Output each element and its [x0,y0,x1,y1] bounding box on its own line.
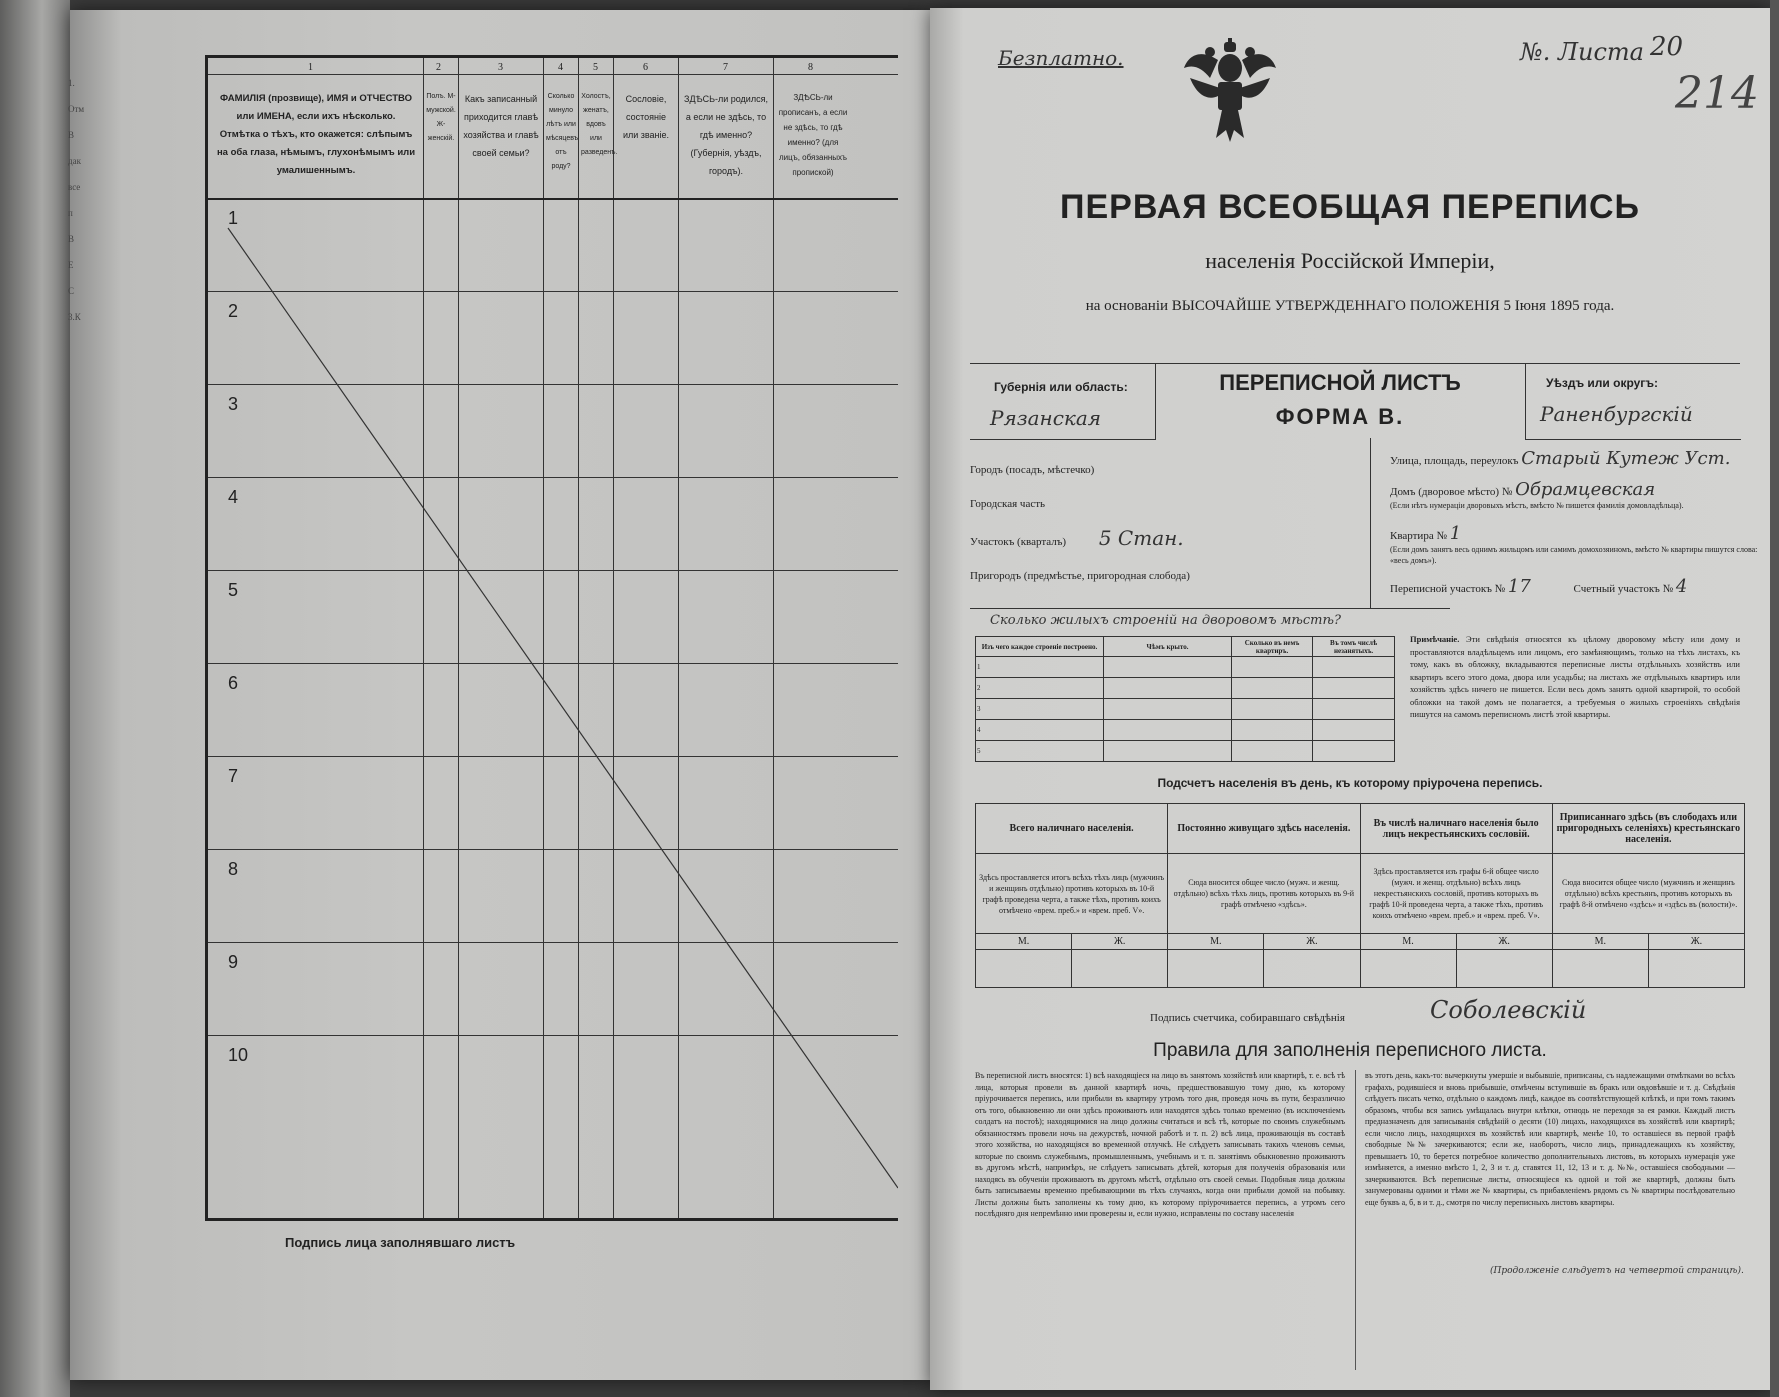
section-value: 5 Стан. [1098,526,1184,550]
column-number: 1 [308,62,313,73]
female-label: Ж. [1264,934,1360,950]
population-title: Подсчетъ населенія въ день, къ которому пріурочена перепись. [1157,776,1543,790]
apartment-label: Квартира № [1390,530,1447,542]
filler-signature-label: Подпись лица заполнявшаго листъ [285,1235,516,1250]
female-label: Ж. [1072,934,1168,950]
note-label: Примѣчаніе. [1410,634,1460,644]
population-note-non-peasant: Здѣсь проставляется изъ графы 6-й общее число (мужч. и женщ. отдѣльно) всѣхъ лицъ некрестьянскихъ сословій, противъ которыхъ въ графѣ 10-й проведена черта, а также тѣхъ, противъ коихъ отмѣчено «врем. преб.» и «врем. преб. V». [1360,854,1552,934]
buildings-row-number: 3 [976,699,1104,720]
buildings-question: Сколько жилыхъ строеній на дворовомъ мѣстѣ? [990,613,1341,628]
double-headed-eagle-icon [1180,38,1280,148]
counting-district-label: Счетный участокъ № [1573,583,1674,595]
row-number: 1 [228,208,239,228]
row-number: 9 [228,952,239,972]
male-label: М. [976,934,1072,950]
page-stack-edge [0,0,70,1397]
counting-district-value: 4 [1675,576,1688,597]
buildings-row-number: 5 [976,741,1104,762]
column-header-marital: Холостъ, женатъ, вдовъ или разведенъ. [581,93,618,156]
female-label: Ж. [1648,934,1744,950]
legal-basis: на основаніи ВЫСОЧАЙШЕ УТВЕРЖДЕННАГО ПОЛОЖЕНІЯ 5 Іюня 1895 года. [1085,298,1615,314]
city-part-label: Городская часть [970,498,1046,510]
buildings-header-apartments: Сколько въ немъ квартиръ. [1232,637,1313,657]
buildings-row-number: 1 [976,657,1104,678]
male-label: М. [1168,934,1264,950]
house-value: Обрамцевская [1515,479,1656,500]
row-number: 8 [228,859,239,879]
row-number: 7 [228,766,239,786]
district-label: Уѣздъ или округъ: [1546,376,1659,390]
population-header-peasant: Приписаннаго здѣсь (въ слободахъ или пригородныхъ селеніяхъ) крестьянскаго населенія. [1552,804,1744,854]
row-number: 2 [228,301,239,321]
buildings-row-number: 2 [976,678,1104,699]
page-title: ПЕРВАЯ ВСЕОБЩАЯ ПЕРЕПИСЬ [1060,188,1640,226]
population-table [975,803,1745,988]
buildings-header-roof: Чѣмъ крыто. [1104,637,1232,657]
column-header-sex: Полъ. М-мужской. Ж-женскій. [426,93,456,142]
street-label: Улица, площадь, переулокъ [1390,455,1519,467]
apartment-note: (Если домъ занятъ весь однимъ жильцомъ или самимъ домохозяиномъ, вмѣсто № квартиры пишутся слова: «весь домъ»). [1390,545,1758,565]
column-number: 2 [436,62,441,73]
population-header-permanent: Постоянно живущаго здѣсь населенія. [1168,804,1360,854]
district-value: Раненбургскій [1540,402,1693,426]
address-left [970,453,1350,593]
row-number: 10 [228,1045,249,1065]
rules-right-column: въ этотъ день, какъ-то: вычеркнуты умершіе и выбывшіе, приписаны, съ надлежащими отмѣтками во всѣхъ графахъ, родившіеся и вновь прибывшіе, отмѣчены вступившіе въ бракъ или овдовѣвшіе и т. д. Свѣдѣнія слѣдуетъ писать четко, отдѣльно о каждомъ лицѣ, каждое въ соотвѣтствующей клѣткѣ, и при томъ такимъ образомъ, чтобы вся запись умѣщалась внутри клѣтки, отнюдь не переходя за ея рамки. Каждый листъ предназначенъ для записыванія свѣдѣній о десяти (10) лицахъ, находящихся въ хозяйствѣ или квартирѣ; если число лицъ, находящихся въ хозяйствѣ или квартирѣ, менѣе 10, то оставшіеся въ первой графѣ свободные №№ зачеркиваются; если же, наоборотъ, число лицъ, принадлежащихъ къ хозяйству, превышаетъ 10, то берется потребное количество дополнительныхъ листовъ, въ которыхъ нумерація уже измѣняется, а именно вмѣсто 1, 2, 3 и т. д. ставятся 11, 12, 13 и т. д. №№, оставшіеся свободными — зачеркиваются. Всѣ переписные листы, относящіеся къ одной и той же квартирѣ, должны быть занумерованы одними и тѣми же № квартиры, съ прибавленіемъ рядомъ съ № квартиры послѣдовательно еще буквъ а, б, в и т. д., смотря по числу переписныхъ листовъ квартиры. [1365,1071,1735,1207]
rules-continued-note: (Продолженіе слѣдуетъ на четвертой страницѣ). [1490,1266,1744,1276]
rules-left-column: Въ переписной листъ вносятся: 1) всѣ находящіеся на лицо въ занятомъ хозяйствѣ или квартирѣ, т. е. всѣ тѣ лица, которыя провели въ данной квартирѣ ночь, предшествовавшую тому дню, къ которому пріурочивается перепись, или прибыли въ квартиру утромъ того дня, проведя ночь въ пути, безразлично отъ того, обыкновенно ли они здѣсь проживаютъ или находятся здѣсь только временно (въ исключеніемъ солдатъ на постоѣ); находящимися на лицо должны считаться и всѣ тѣ, которые по своимъ служебнымъ обязанностямъ провели ночь на дежурствѣ, ночной работѣ и т. п. 2) всѣ лица, проживающія въ составѣ этого хозяйства, но находящіяся во временной отлучкѣ. Не слѣдуетъ записывать такихъ членовъ семьи, которые по своимъ служебнымъ, промышленнымъ, учебнымъ и т. п. занятіямъ обыкновенно проживаютъ въ другомъ мѣстѣ, напримѣръ, не слѣдуетъ записывать дѣтей, которыя для полученія образованія или находясь въ обученіи проживаютъ въ другомъ мѣстѣ, отдѣльно отъ своей семьи. Подобныя лица должны быть записываемы временно пребывающими въ тѣхъ случаяхъ, когда они прибыли домой на побывку. Листы должны быть заполнены къ тому дню, къ которому пріурочивается перепись, а утромъ сего послѣдняго дня непремѣнно ими проверены и, если нужно, исправлены по составу населенія [975,1071,1345,1218]
row-number: 4 [228,487,239,507]
population-note-permanent: Сюда вносится общее число (мужч. и женщ. отдѣльно) всѣхъ тѣхъ лицъ, противъ которыхъ въ 9-й графѣ отмѣчено «здѣсь». [1168,854,1360,934]
page-subtitle: населенія Россійской Имперіи, [1205,248,1495,273]
population-header-present: Всего наличнаго населенія. [976,804,1168,854]
house-note: (Если нѣтъ нумераціи дворовыхъ мѣстъ, вмѣсто № пишется фамилія домовладѣльца). [1390,501,1684,510]
row-number: 5 [228,580,239,600]
right-page [930,8,1770,1390]
male-label: М. [1552,934,1648,950]
apartment-value: 1 [1449,523,1462,544]
census-district-label: Переписной участокъ № [1390,583,1506,595]
house-label: Домъ (дворовое мѣсто) № [1390,486,1513,498]
suburb-label: Пригородъ (предмѣстье, пригородная слобода) [970,570,1190,582]
column-header-birthplace: ЗДѢСЬ-ли родился, а если не здѣсь, то гдѣ именно? (Губернія, уѣздъ, городъ). [684,94,768,176]
section-label: Участокъ (кварталъ) [970,536,1067,548]
row-number: 6 [228,673,239,693]
column-number: 3 [498,62,503,73]
buildings-note [1410,633,1740,721]
column-number: 8 [808,62,813,73]
female-label: Ж. [1456,934,1552,950]
population-header-non-peasant: Въ числѣ наличнаго населенія было лицъ некрестьянскихъ сословій. [1360,804,1552,854]
note-text: Эти свѣдѣнія относятся къ цѣлому дворовому мѣсту или дому и проставляются владѣльцемъ или лицомъ, его замѣняющимъ, только на тѣхъ листахъ, къ тому, какъ въ обложку, вкладываются переписные листы отдѣльныхъ хозяйствъ или квартиръ всего этого дома, двора или усадьбы; на листахъ же отдѣльныхъ квартиръ или хозяйствъ здѣсь ничего не пишется. Если весь домъ занятъ одной квартирой, то особой обложки на такой домъ не полагается, а требуемыя о жилыхъ строеніяхъ свѣдѣнія пишутся на самомъ переписномъ листѣ этой квартиры. [1410,634,1741,719]
form-title: ПЕРЕПИСНОЙ ЛИСТЪ [1219,370,1461,395]
column-header-registration: ЗДѢСЬ-ли прописанъ, а если не здѣсь, то гдѣ именно? (для лицъ, обязанныхъ пропиской) [778,93,848,177]
free-label: Безплатно. [998,46,1124,70]
city-label: Городъ (посадъ, мѣстечко) [970,464,1095,476]
column-header-estate: Сословіе, состояніе или званіе. [622,94,670,140]
column-number: 4 [558,62,563,73]
province-value: Рязанская [990,406,1102,430]
column-number: 6 [643,62,648,73]
rules-title: Правила для заполненія переписного листа. [1153,1040,1547,1061]
population-note-peasant: Сюда вносится общее число (мужчинъ и женщинъ отдѣльно) всѣхъ крестьянъ, противъ которыхъ въ графѣ 8-й отмѣчено «здѣсь» и «здѣсь въ (волости)». [1552,854,1744,934]
buildings-header-material: Изъ чего каждое строеніе построено. [976,637,1104,657]
sheet-number-value: 20 [1650,32,1684,62]
province-label: Губернія или область: [994,380,1128,394]
form-name: ФОРМА В. [1275,404,1405,429]
population-note-present: Здѣсь проставляется итогъ всѣхъ тѣхъ лицъ (мужчинъ и женщинъ отдѣльно) противъ которыхъ въ 10-й графѣ проведена черта, а также тѣхъ, противъ коихъ отмѣчено «врем. преб.» и «врем. преб. V». [976,854,1168,934]
previous-page-margin: 1. Отм В дак все п В Е С 3.К [68,78,85,322]
column-header-age: Сколько минуло лѣтъ или мѣсяцевъ отъ роду? [546,93,579,170]
row-number: 3 [228,394,239,414]
census-district-value: 17 [1507,576,1531,597]
buildings-row-number: 4 [976,720,1104,741]
male-label: М. [1360,934,1456,950]
sheet-number-label: №. Листа [1520,38,1644,66]
street-value: Старый Кутеж Уст. [1521,448,1731,469]
column-header-name: ФАМИЛІЯ (прозвище), ИМЯ и ОТЧЕСТВО или ИМЕНА, если ихъ нѣсколько. Отмѣтка о тѣхъ, кто окажется: слѣпымъ на оба глаза, нѣмымъ, глухонѣмымъ или умалишеннымъ. [216,93,416,176]
archive-number: 214 [1675,68,1759,119]
counter-signature-value: Соболевскій [1430,996,1587,1024]
column-header-relation: Какъ записанный приходится главѣ хозяйства и главѣ своей семьи? [463,94,539,158]
column-number: 7 [723,62,728,73]
buildings-table [975,636,1395,762]
counter-signature-label: Подпись счетчика, собиравшаго свѣдѣнія [1150,1012,1345,1024]
buildings-header-vacant: Въ томъ числѣ незанятыхъ. [1313,637,1395,657]
right-edge [1770,0,1779,1397]
column-number: 5 [593,62,598,73]
census-grid [205,55,898,1221]
form-header-row [970,363,1740,439]
left-page [70,10,930,1380]
address-right [1390,448,1760,597]
diagonal-strike-line [208,58,898,1218]
address-divider [1370,438,1391,608]
